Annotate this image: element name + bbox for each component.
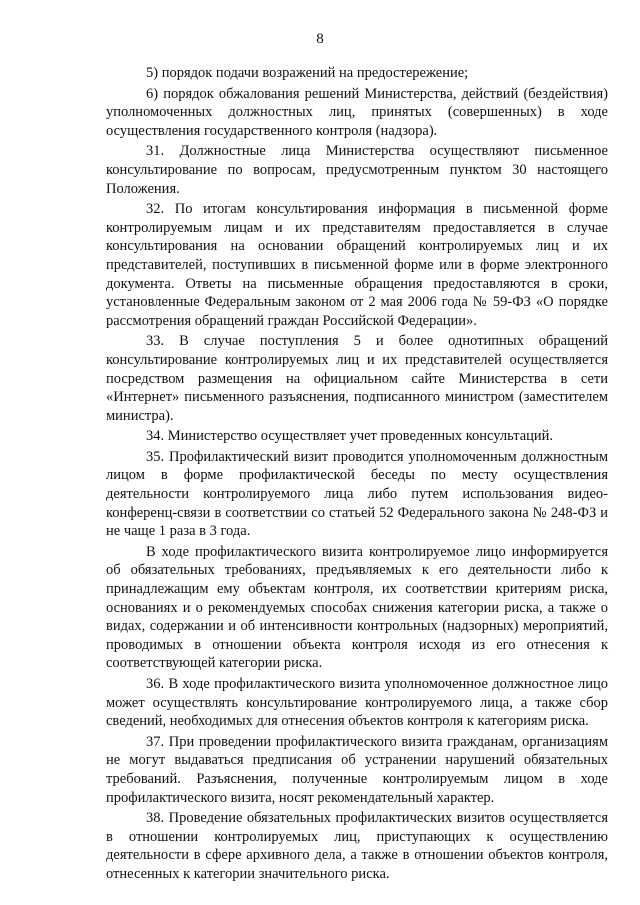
paragraph: 38. Проведение обязательных профилактических визитов осуществляется в отношении контролируемых лиц, приступающих к осуществлению деятельности в сфере архивного дела, а также в отношении объектов контроля, отнесенных к категории значительного риска. [106, 810, 608, 882]
paragraph: В ходе профилактического визита контролируемое лицо информируется об обязательных требованиях, предъявляемых к его деятельности либо к принадлежащим ему объектам контроля, их соответствии критериям риска, основаниях и о рекомендуемых способах снижения категории риска, а также о видах, содержании и об интенсивности контрольных (надзорных) мероприятий, проводимых в отношении объекта контроля исходя из его отнесения к соответствующей категории риска. [106, 543, 608, 672]
paragraph: 6) порядок обжалования решений Министерства, действий (бездействия) уполномоченных должностных лиц, принятых (совершенных) в ходе осуществления государственного контроля (надзора). [106, 85, 608, 139]
paragraph: 35. Профилактический визит проводится уполномоченным должностным лицом в форме профилактической беседы по месту осуществления деятельности контролируемого лица либо путем использования видео-конференц-связи в соответствии со статьей 52 Федерального закона № 248-ФЗ и не чаще 1 раза в 3 года. [106, 448, 608, 540]
paragraph: 34. Министерство осуществляет учет проведенных консультаций. [146, 428, 554, 445]
paragraph: 31. Должностные лица Министерства осуществляют письменное консультирование по вопросам, предусмотренным пунктом 30 настоящего Положения. [106, 143, 608, 197]
page-number: 8 [316, 31, 324, 47]
paragraph: 33. В случае поступления 5 и более однотипных обращений консультирование контролируемых лиц и их представителей осуществляется посредством размещения на официальном сайте Министерства в сети «Интернет» письменного разъяснения, подписанного министром (заместителем министра). [106, 333, 608, 424]
paragraph: 32. По итогам консультирования информация в письменной форме контролируемым лицам и их представителям предоставляется в случае консультирования на основании обращений контролируемых лиц и их представителей, поступивших в письменной форме или в форме электронного документа. Ответы на письменные обращения предоставляются в сроки, установленные Федеральным законом от 2 мая 2006 года № 59-ФЗ «О порядке рассмотрения обращений граждан Российской Федерации». [106, 201, 608, 329]
document-body [106, 64, 608, 886]
paragraph: 5) порядок подачи возражений на предостережение; [146, 65, 469, 81]
paragraph: 37. При проведении профилактического визита гражданам, организациям не могут выдаваться предписания об устранении нарушений обязательных требований. Разъяснения, полученные контролируемым лицом в ходе профилактического визита, носят рекомендательный характер. [106, 733, 608, 806]
paragraph: 36. В ходе профилактического визита уполномоченное должностное лицо может осуществлять консультирование контролируемого лица, а также сбор сведений, необходимых для отнесения объектов контроля к категориям риска. [106, 676, 608, 730]
